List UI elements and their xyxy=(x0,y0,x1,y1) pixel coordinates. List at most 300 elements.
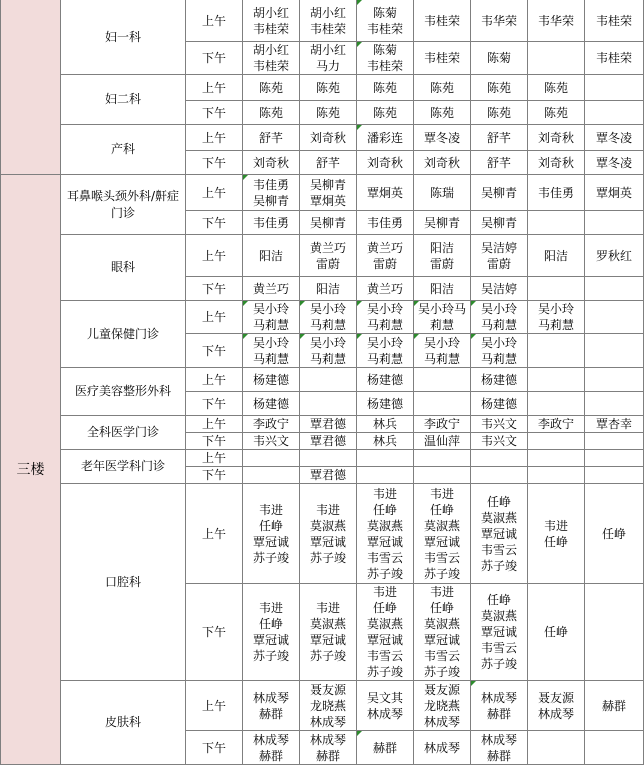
doctor-names: 舒芊 xyxy=(486,130,511,145)
doctor-cell xyxy=(414,450,471,467)
doctor-cell xyxy=(471,416,528,433)
doctor-cell xyxy=(414,42,471,75)
doctor-cell xyxy=(300,392,357,416)
doctor-names: 阳洁 xyxy=(543,248,568,263)
doctor-cell xyxy=(300,42,357,75)
doctor-names: 赫群 xyxy=(601,698,626,713)
doctor-names: 吴小玲 马莉慧 xyxy=(252,335,289,366)
doctor-cell xyxy=(528,467,585,484)
session-period: 上午 xyxy=(186,235,243,277)
doctor-names: 陈苑 xyxy=(429,105,454,120)
doctor-cell xyxy=(357,731,414,765)
doctor-names: 林成琴 赫群 xyxy=(480,732,517,763)
doctor-cell xyxy=(414,681,471,731)
doctor-cell xyxy=(414,75,471,101)
doctor-names: 任峥 莫淑燕 覃冠诚 韦雪云 苏子竣 xyxy=(480,593,517,671)
doctor-cell xyxy=(528,334,585,368)
doctor-names: 罗秋红 xyxy=(595,248,632,263)
doctor-cell xyxy=(585,211,644,235)
doctor-names: 韦兴文 xyxy=(480,417,517,431)
doctor-cell xyxy=(300,151,357,175)
doctor-cell xyxy=(357,450,414,467)
doctor-cell xyxy=(243,584,300,681)
doctor-cell xyxy=(414,433,471,450)
doctor-names: 聂友源 龙晓燕 林成琴 xyxy=(309,682,346,729)
doctor-cell xyxy=(357,584,414,681)
doctor-names: 刘奇秋 xyxy=(537,155,574,170)
doctor-cell xyxy=(243,450,300,467)
doctor-cell xyxy=(243,151,300,175)
doctor-cell xyxy=(528,175,585,211)
doctor-cell xyxy=(585,584,644,681)
doctor-cell xyxy=(357,235,414,277)
doctor-cell xyxy=(357,277,414,301)
doctor-cell xyxy=(585,75,644,101)
doctor-cell xyxy=(414,101,471,125)
doctor-cell xyxy=(300,235,357,277)
doctor-cell xyxy=(585,392,644,416)
doctor-cell xyxy=(528,301,585,334)
doctor-names: 阳洁 xyxy=(429,281,454,296)
doctor-names: 韦桂荣 xyxy=(423,51,460,65)
doctor-names: 林兵 xyxy=(372,417,397,431)
doctor-names: 李政宁 xyxy=(537,417,574,431)
doctor-names: 林成琴 赫群 xyxy=(480,690,517,721)
department-name: 口腔科 xyxy=(61,484,186,681)
doctor-names: 杨建德 xyxy=(480,372,517,387)
doctor-cell xyxy=(585,0,644,42)
session-period: 下午 xyxy=(186,433,243,450)
doctor-cell xyxy=(243,467,300,484)
doctor-cell xyxy=(243,392,300,416)
doctor-cell xyxy=(471,151,528,175)
doctor-cell xyxy=(471,101,528,125)
session-period: 上午 xyxy=(186,175,243,211)
doctor-names: 杨建德 xyxy=(252,396,289,411)
doctor-cell xyxy=(528,416,585,433)
doctor-cell xyxy=(528,731,585,765)
doctor-names: 韦进 莫淑燕 覃冠诚 苏子竣 xyxy=(309,502,346,565)
doctor-names: 韦兴文 xyxy=(480,434,517,448)
doctor-cell xyxy=(300,301,357,334)
doctor-cell xyxy=(300,450,357,467)
doctor-names: 刘奇秋 xyxy=(366,155,403,170)
doctor-names: 韦进 任峥 覃冠诚 苏子竣 xyxy=(252,502,289,565)
table-row xyxy=(1,301,644,334)
doctor-names: 韦兴文 xyxy=(252,434,289,448)
doctor-cell xyxy=(471,75,528,101)
doctor-names: 吴小玲马 莉慧 xyxy=(417,302,466,332)
doctor-names: 杨建德 xyxy=(480,396,517,411)
doctor-names: 胡小红 马力 xyxy=(309,43,346,73)
doctor-cell xyxy=(471,125,528,151)
doctor-cell xyxy=(414,211,471,235)
doctor-names: 吴洁婷 雷蔚 xyxy=(480,240,517,271)
doctor-names: 吴柳青 xyxy=(480,185,517,200)
doctor-names: 潘彩连 xyxy=(366,130,403,145)
doctor-cell xyxy=(243,416,300,433)
doctor-cell xyxy=(414,175,471,211)
doctor-names: 韦华荣 xyxy=(537,13,574,28)
doctor-names: 林成琴 赫群 xyxy=(252,690,289,721)
doctor-cell xyxy=(471,211,528,235)
doctor-cell xyxy=(414,0,471,42)
table-row xyxy=(1,484,644,584)
doctor-names: 韦桂荣 xyxy=(595,51,632,65)
doctor-names: 吴小玲 马莉慧 xyxy=(252,302,289,332)
doctor-cell xyxy=(300,75,357,101)
session-period: 上午 xyxy=(186,450,243,467)
doctor-names: 韦进 任峥 xyxy=(543,518,568,549)
doctor-cell xyxy=(471,450,528,467)
doctor-names: 吴小玲 马莉慧 xyxy=(480,335,517,366)
doctor-cell xyxy=(471,484,528,584)
doctor-names: 韦进 任峥 莫淑燕 覃冠诚 韦雪云 苏子竣 xyxy=(366,585,403,679)
doctor-cell xyxy=(243,75,300,101)
doctor-names: 杨建德 xyxy=(252,372,289,387)
doctor-cell xyxy=(585,101,644,125)
department-name: 医疗美容整形外科 xyxy=(61,368,186,416)
doctor-cell xyxy=(300,125,357,151)
doctor-cell xyxy=(243,368,300,392)
doctor-cell xyxy=(528,392,585,416)
doctor-cell xyxy=(471,277,528,301)
doctor-names: 吴洁婷 xyxy=(480,281,517,296)
doctor-names: 阳洁 xyxy=(315,281,340,296)
doctor-names: 覃冬凌 xyxy=(595,130,632,145)
doctor-names: 阳洁 xyxy=(258,248,283,263)
doctor-names: 吴小玲 马莉慧 xyxy=(537,302,574,332)
doctor-names: 韦佳勇 xyxy=(252,215,289,230)
doctor-cell xyxy=(357,101,414,125)
doctor-cell xyxy=(243,0,300,42)
doctor-cell xyxy=(414,277,471,301)
department-name: 妇二科 xyxy=(61,75,186,125)
session-period: 上午 xyxy=(186,125,243,151)
doctor-cell xyxy=(414,235,471,277)
doctor-cell xyxy=(300,175,357,211)
department-name: 耳鼻喉头颈外科/鼾症门诊 xyxy=(61,175,186,235)
doctor-names: 林成琴 赫群 xyxy=(309,732,346,763)
doctor-cell xyxy=(471,175,528,211)
doctor-cell xyxy=(585,277,644,301)
department-name: 产科 xyxy=(61,125,186,175)
doctor-names: 陈苑 xyxy=(486,105,511,120)
doctor-cell xyxy=(357,392,414,416)
table-row xyxy=(1,416,644,433)
doctor-cell xyxy=(585,731,644,765)
session-period: 上午 xyxy=(186,681,243,731)
doctor-names: 刘奇秋 xyxy=(309,130,346,145)
doctor-names: 黄兰巧 xyxy=(252,281,289,296)
doctor-cell xyxy=(528,433,585,450)
doctor-cell xyxy=(300,584,357,681)
doctor-cell xyxy=(471,392,528,416)
doctor-names: 陈苑 xyxy=(543,105,568,120)
table-row xyxy=(1,368,644,392)
doctor-names: 阳洁 雷蔚 xyxy=(429,240,454,271)
doctor-cell xyxy=(243,235,300,277)
doctor-names: 覃炯英 xyxy=(366,185,403,200)
doctor-cell xyxy=(528,125,585,151)
doctor-cell xyxy=(243,681,300,731)
doctor-names: 李政宁 xyxy=(252,417,289,431)
doctor-names: 聂友源 龙晓燕 林成琴 xyxy=(423,682,460,729)
session-period: 上午 xyxy=(186,416,243,433)
table-row xyxy=(1,450,644,467)
doctor-names: 吴柳青 xyxy=(423,215,460,230)
doctor-cell xyxy=(300,731,357,765)
doctor-cell xyxy=(471,731,528,765)
doctor-names: 陈菊 韦桂荣 xyxy=(366,43,403,73)
session-period: 上午 xyxy=(186,368,243,392)
doctor-names: 聂友源 林成琴 xyxy=(537,690,574,721)
doctor-cell xyxy=(585,467,644,484)
doctor-names: 李政宁 xyxy=(423,417,460,431)
doctor-cell xyxy=(585,301,644,334)
doctor-cell xyxy=(300,416,357,433)
doctor-cell xyxy=(471,584,528,681)
doctor-names: 任峥 莫淑燕 覃冠诚 韦雪云 苏子竣 xyxy=(480,494,517,573)
department-name: 全科医学门诊 xyxy=(61,416,186,450)
doctor-cell xyxy=(243,125,300,151)
doctor-names: 刘奇秋 xyxy=(423,155,460,170)
doctor-cell xyxy=(528,235,585,277)
doctor-cell xyxy=(243,175,300,211)
doctor-names: 舒芊 xyxy=(486,155,511,170)
doctor-cell xyxy=(585,235,644,277)
doctor-names: 林兵 xyxy=(372,434,397,448)
doctor-cell xyxy=(243,334,300,368)
doctor-cell xyxy=(585,42,644,75)
table-row xyxy=(1,75,644,101)
floor-label: 三楼 xyxy=(1,175,61,765)
doctor-names: 任峥 xyxy=(543,625,568,639)
doctor-cell xyxy=(357,681,414,731)
doctor-names: 韦进 任峥 莫淑燕 覃冠诚 韦雪云 苏子竣 xyxy=(366,486,403,581)
doctor-cell xyxy=(414,731,471,765)
doctor-cell xyxy=(243,101,300,125)
doctor-cell xyxy=(471,0,528,42)
doctor-names: 覃冬凌 xyxy=(423,130,460,145)
doctor-names: 黄兰巧 雷蔚 xyxy=(366,240,403,271)
doctor-cell xyxy=(528,0,585,42)
doctor-names: 韦进 任峥 覃冠诚 苏子竣 xyxy=(252,601,289,663)
department-name: 老年医学科门诊 xyxy=(61,450,186,484)
session-period: 下午 xyxy=(186,334,243,368)
doctor-cell xyxy=(243,301,300,334)
doctor-names: 韦桂荣 xyxy=(423,13,460,28)
department-name: 眼科 xyxy=(61,235,186,301)
doctor-cell xyxy=(243,211,300,235)
doctor-names: 黄兰巧 雷蔚 xyxy=(309,240,346,271)
doctor-names: 胡小红 韦桂荣 xyxy=(252,5,289,36)
doctor-names: 覃君德 xyxy=(309,434,346,448)
doctor-names: 陈瑞 xyxy=(429,185,454,200)
doctor-names: 韦进 莫淑燕 覃冠诚 苏子竣 xyxy=(309,601,346,663)
doctor-names: 吴柳青 覃炯英 xyxy=(309,177,346,208)
schedule-body xyxy=(1,0,644,765)
doctor-cell xyxy=(357,0,414,42)
doctor-names: 陈苑 xyxy=(258,105,283,120)
doctor-names: 陈菊 xyxy=(486,51,511,65)
doctor-cell xyxy=(300,0,357,42)
doctor-names: 林成琴 赫群 xyxy=(252,732,289,763)
doctor-cell xyxy=(243,731,300,765)
doctor-cell xyxy=(471,467,528,484)
doctor-cell xyxy=(300,467,357,484)
doctor-cell xyxy=(471,681,528,731)
doctor-cell xyxy=(528,151,585,175)
session-period: 下午 xyxy=(186,467,243,484)
doctor-cell xyxy=(300,101,357,125)
doctor-cell xyxy=(528,211,585,235)
doctor-cell xyxy=(528,450,585,467)
doctor-names: 陈苑 xyxy=(372,105,397,120)
doctor-cell xyxy=(471,235,528,277)
doctor-cell xyxy=(585,368,644,392)
doctor-names: 吴柳青 xyxy=(480,215,517,230)
table-row xyxy=(1,681,644,731)
floor-label xyxy=(1,0,61,175)
doctor-names: 覃炯英 xyxy=(595,185,632,200)
doctor-cell xyxy=(528,681,585,731)
doctor-names: 胡小红 韦桂荣 xyxy=(252,43,289,73)
doctor-cell xyxy=(414,392,471,416)
session-period: 上午 xyxy=(186,301,243,334)
doctor-cell xyxy=(414,368,471,392)
session-period: 下午 xyxy=(186,584,243,681)
doctor-cell xyxy=(585,175,644,211)
doctor-cell xyxy=(357,151,414,175)
doctor-names: 陈苑 xyxy=(315,105,340,120)
doctor-cell xyxy=(357,334,414,368)
doctor-cell xyxy=(357,125,414,151)
doctor-names: 韦进 任峥 莫淑燕 覃冠诚 韦雪云 苏子竣 xyxy=(423,486,460,581)
doctor-names: 杨建德 xyxy=(366,396,403,411)
session-period: 下午 xyxy=(186,392,243,416)
doctor-cell xyxy=(300,277,357,301)
doctor-cell xyxy=(243,42,300,75)
session-period: 上午 xyxy=(186,484,243,584)
doctor-cell xyxy=(243,484,300,584)
doctor-cell xyxy=(585,125,644,151)
doctor-cell xyxy=(414,125,471,151)
doctor-cell xyxy=(243,277,300,301)
doctor-cell xyxy=(414,484,471,584)
doctor-cell xyxy=(471,42,528,75)
doctor-names: 舒芊 xyxy=(315,155,340,170)
doctor-names: 吴小玲 马莉慧 xyxy=(480,302,517,332)
doctor-names: 吴柳青 xyxy=(309,215,346,230)
doctor-names: 陈苑 xyxy=(429,80,454,95)
department-name: 妇一科 xyxy=(61,0,186,75)
doctor-cell xyxy=(471,368,528,392)
doctor-names: 韦进 任峥 莫淑燕 覃冠诚 韦雪云 苏子竣 xyxy=(423,585,460,679)
doctor-cell xyxy=(357,484,414,584)
session-period: 下午 xyxy=(186,151,243,175)
doctor-cell xyxy=(528,368,585,392)
doctor-cell xyxy=(585,416,644,433)
doctor-names: 陈苑 xyxy=(315,80,340,95)
doctor-cell xyxy=(528,584,585,681)
table-row xyxy=(1,125,644,151)
doctor-cell xyxy=(243,433,300,450)
doctor-cell xyxy=(585,681,644,731)
department-name: 皮肤科 xyxy=(61,681,186,765)
doctor-names: 杨建德 xyxy=(366,372,403,387)
doctor-names: 韦佳勇 xyxy=(537,185,574,200)
doctor-cell xyxy=(414,416,471,433)
doctor-names: 黄兰巧 xyxy=(366,281,403,296)
session-period: 上午 xyxy=(186,75,243,101)
doctor-cell xyxy=(300,681,357,731)
doctor-cell xyxy=(528,484,585,584)
doctor-names: 吴文其 林成琴 xyxy=(366,690,403,721)
doctor-names: 吴小玲 马莉慧 xyxy=(423,335,460,366)
doctor-cell xyxy=(357,467,414,484)
doctor-cell xyxy=(300,334,357,368)
doctor-cell xyxy=(528,277,585,301)
doctor-names: 韦佳勇 xyxy=(366,215,403,230)
doctor-cell xyxy=(357,301,414,334)
doctor-cell xyxy=(471,301,528,334)
doctor-cell xyxy=(585,484,644,584)
doctor-cell xyxy=(300,484,357,584)
session-period: 下午 xyxy=(186,42,243,75)
doctor-names: 舒芊 xyxy=(258,130,283,145)
doctor-names: 赫群 xyxy=(372,740,397,755)
doctor-names: 韦佳勇 吴柳青 xyxy=(252,177,289,208)
doctor-names: 覃杏幸 xyxy=(595,417,632,431)
doctor-cell xyxy=(414,334,471,368)
doctor-names: 陈苑 xyxy=(486,80,511,95)
doctor-cell xyxy=(528,101,585,125)
doctor-names: 吴小玲 马莉慧 xyxy=(309,335,346,366)
session-period: 下午 xyxy=(186,101,243,125)
table-row xyxy=(1,175,644,211)
doctor-cell xyxy=(414,151,471,175)
doctor-names: 覃冬凌 xyxy=(595,155,632,170)
doctor-names: 吴小玲 马莉慧 xyxy=(366,302,403,332)
doctor-names: 韦华荣 xyxy=(480,13,517,28)
doctor-names: 陈苑 xyxy=(372,80,397,95)
session-period: 下午 xyxy=(186,277,243,301)
doctor-names: 覃君德 xyxy=(309,417,346,431)
doctor-names: 吴小玲 马莉慧 xyxy=(309,302,346,332)
doctor-cell xyxy=(414,584,471,681)
doctor-cell xyxy=(357,416,414,433)
doctor-cell xyxy=(300,433,357,450)
doctor-names: 刘奇秋 xyxy=(252,155,289,170)
doctor-cell xyxy=(585,450,644,467)
doctor-cell xyxy=(585,334,644,368)
doctor-cell xyxy=(357,433,414,450)
doctor-names: 陈苑 xyxy=(258,80,283,95)
table-row xyxy=(1,0,644,42)
doctor-names: 胡小红 韦桂荣 xyxy=(309,5,346,36)
doctor-names: 陈苑 xyxy=(543,80,568,95)
doctor-names: 覃君德 xyxy=(309,468,346,482)
doctor-cell xyxy=(300,211,357,235)
table-row xyxy=(1,235,644,277)
doctor-cell xyxy=(471,334,528,368)
department-name: 儿童保健门诊 xyxy=(61,301,186,368)
doctor-names: 刘奇秋 xyxy=(537,130,574,145)
doctor-names: 陈菊 韦桂荣 xyxy=(366,5,403,36)
session-period: 下午 xyxy=(186,211,243,235)
doctor-cell xyxy=(357,211,414,235)
